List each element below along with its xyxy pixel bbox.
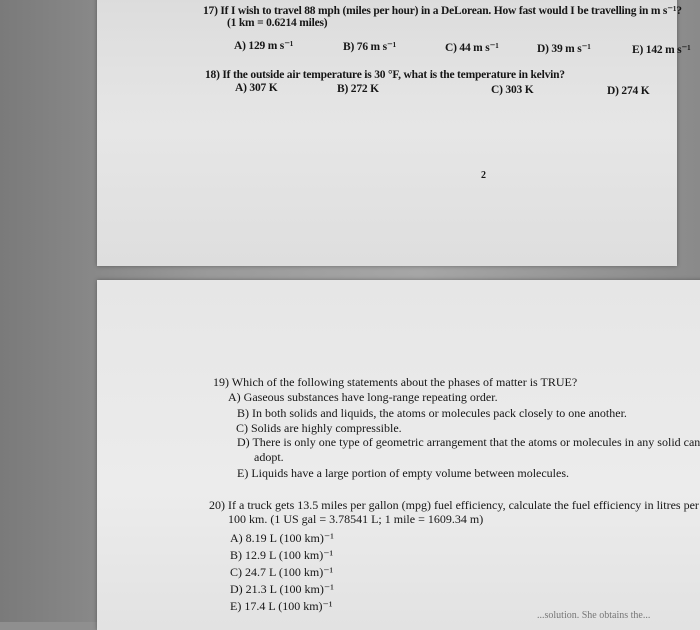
footer-fragment: ...solution. She obtains the... <box>537 610 651 621</box>
q17-option-c: C) 44 m s⁻¹ <box>445 42 499 54</box>
q20-option-b: B) 12.9 L (100 km)⁻¹ <box>230 548 334 562</box>
q19-option-b: B) In both solids and liquids, the atoms or molecules pack closely to one another. <box>237 406 627 420</box>
q17-option-a: A) 129 m s⁻¹ <box>234 40 294 52</box>
q18-option-d: D) 274 K <box>607 85 650 97</box>
q19-option-a: A) Gaseous substances have long-range repeating order. <box>228 390 498 404</box>
q17-option-d: D) 39 m s⁻¹ <box>537 43 591 55</box>
q20-stem-line2: 100 km. (1 US gal = 3.78541 L; 1 mile = 1609.34 m) <box>228 512 484 526</box>
page-number: 2 <box>481 170 486 181</box>
q17-option-e: E) 142 m s⁻¹ <box>632 44 691 56</box>
q17-option-b: B) 76 m s⁻¹ <box>343 41 396 53</box>
q19-option-d-continued: adopt. <box>254 450 284 464</box>
q18-option-b: B) 272 K <box>337 83 379 95</box>
q18-option-c: C) 303 K <box>491 84 534 96</box>
q19-stem: 19) Which of the following statements about the phases of matter is TRUE? <box>213 375 578 389</box>
page-sheet-top <box>97 0 691 266</box>
q19-option-e: E) Liquids have a large portion of empty volume between molecules. <box>237 466 570 480</box>
q20-option-c: C) 24.7 L (100 km)⁻¹ <box>230 565 334 579</box>
q20-option-e: E) 17.4 L (100 km)⁻¹ <box>230 599 333 613</box>
page-sheet-bottom <box>97 280 700 630</box>
q20-stem-line1: 20) If a truck gets 13.5 miles per gallon (mpg) fuel efficiency, calculate the fuel efficiency in litres per <box>209 498 699 512</box>
q20-option-d: D) 21.3 L (100 km)⁻¹ <box>230 582 334 596</box>
q20-option-a: A) 8.19 L (100 km)⁻¹ <box>230 531 334 545</box>
q17-hint: (1 km = 0.6214 miles) <box>227 17 328 29</box>
q18-option-a: A) 307 K <box>235 82 278 94</box>
q19-option-d: D) There is only one type of geometric arrangement that the atoms or molecules in any solid can <box>237 435 700 449</box>
q18-stem: 18) If the outside air temperature is 30 °F, what is the temperature in kelvin? <box>205 69 565 81</box>
q19-option-c: C) Solids are highly compressible. <box>236 421 402 435</box>
q17-stem: 17) If I wish to travel 88 mph (miles per hour) in a DeLorean. How fast would I be travelling in m s⁻¹? <box>203 5 682 17</box>
